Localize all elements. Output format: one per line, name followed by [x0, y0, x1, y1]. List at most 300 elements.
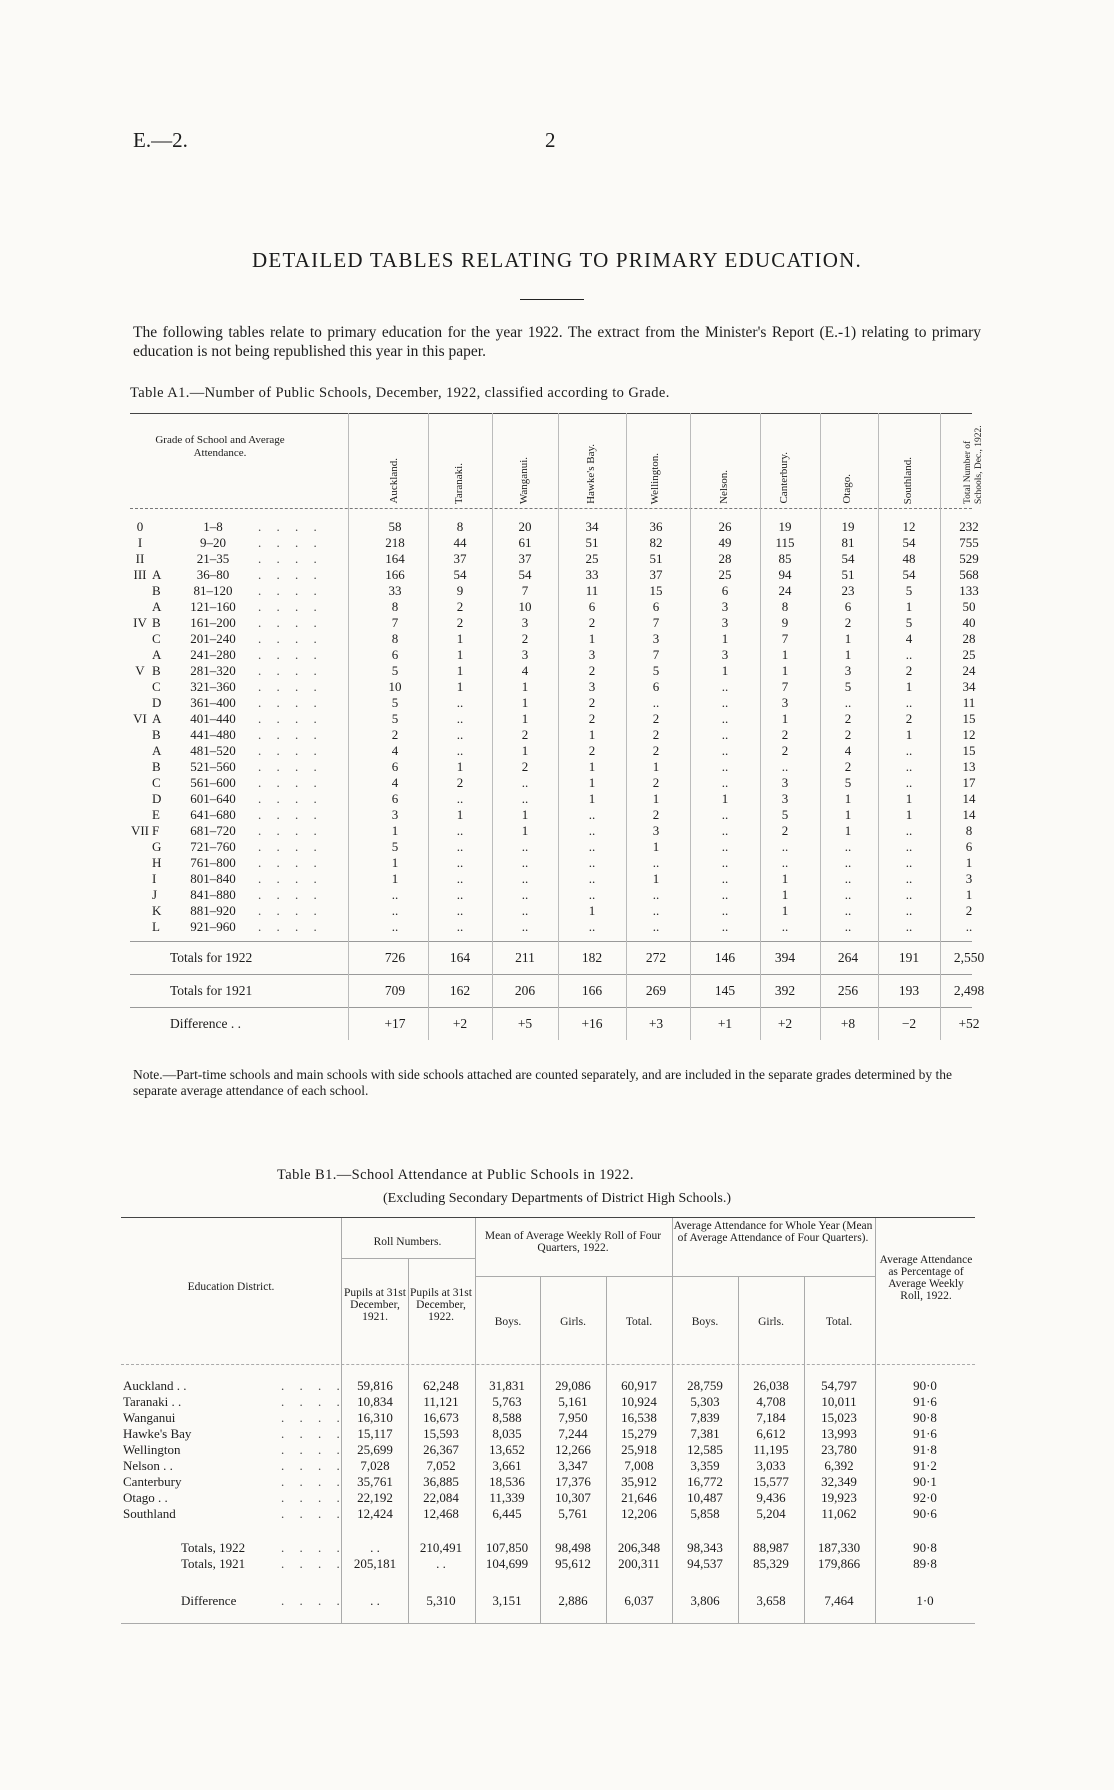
roll-numbers-header: Roll Numbers.	[373, 1236, 442, 1248]
cell-value: 7	[781, 679, 789, 694]
cell-value: ..	[652, 919, 660, 934]
cell-value: 28,759	[687, 1378, 723, 1393]
attendance-range: 601–640	[190, 791, 236, 806]
cell-value: 1	[905, 727, 913, 742]
cell-value: 34	[962, 679, 976, 694]
table-row	[130, 695, 976, 711]
mean-boys-header: Boys.	[494, 1316, 522, 1328]
cell-value: 15	[962, 743, 976, 758]
cell-value: 5	[391, 711, 399, 726]
table-row	[121, 1378, 975, 1394]
cell-value: 3	[652, 631, 660, 646]
table-row	[121, 1458, 975, 1474]
cell-value: 1	[781, 903, 789, 918]
table-a1-summary	[130, 941, 985, 1040]
cell-value: 23	[841, 583, 855, 598]
page-title: DETAILED TABLES RELATING TO PRIMARY EDUCATION.	[252, 248, 862, 272]
cell-value: 28	[962, 631, 976, 646]
subgrade-label: L	[152, 919, 160, 934]
column-rule	[428, 413, 429, 1040]
cell-value: ..	[905, 647, 913, 662]
cell-value: 11,339	[489, 1490, 525, 1505]
table-row	[130, 807, 976, 823]
cell-value: 2	[781, 743, 789, 758]
cell-value: 10	[388, 679, 402, 694]
table-row	[130, 647, 976, 663]
cell-value: 2	[652, 711, 660, 726]
average-attendance-header: Average Attendance for Whole Year (Mean of Average Attendance of Four Quarters).	[673, 1220, 873, 1244]
cell-value: 12,266	[555, 1442, 591, 1457]
table-b1-subcaption: (Excluding Secondary Departments of District High Schools.)	[383, 1191, 731, 1206]
cell-value: 4,708	[756, 1394, 786, 1409]
cell-value: 8	[391, 631, 399, 646]
cell-value: 2	[652, 743, 660, 758]
cell-value: 2	[588, 711, 596, 726]
cell-value: 51	[841, 567, 855, 582]
summary-value: 162	[449, 983, 471, 998]
subgrade-label: D	[152, 791, 162, 806]
leader-dots: . . . .	[281, 1556, 346, 1571]
cell-value: 29,086	[555, 1378, 591, 1393]
cell-value: ..	[456, 711, 464, 726]
column-header-4: Wellington.	[649, 452, 661, 504]
table-row	[130, 599, 976, 615]
cell-value: 2	[588, 663, 596, 678]
cell-value: 1	[588, 631, 596, 646]
summary-value: +5	[517, 1016, 533, 1031]
summary-value: 2,498	[953, 983, 985, 998]
attendance-range: 361–400	[190, 695, 236, 710]
leader-dots: . . . .	[258, 855, 323, 870]
cell-value: ..	[456, 903, 464, 918]
cell-value: 90·8	[913, 1540, 937, 1555]
cell-value: 3	[781, 695, 789, 710]
attendance-range: 401–440	[190, 711, 236, 726]
cell-value: 7,839	[690, 1410, 720, 1425]
table-row	[130, 727, 976, 743]
cell-value: 37	[453, 551, 467, 566]
cell-value: 10,487	[687, 1490, 723, 1505]
table-a1-body	[130, 519, 979, 935]
table-row	[130, 679, 976, 695]
cell-value: 85,329	[753, 1556, 789, 1571]
cell-value: 4	[905, 631, 913, 646]
cell-value: 7,244	[558, 1426, 588, 1441]
cell-value: 3,151	[492, 1593, 522, 1608]
summary-value: 146	[714, 950, 736, 965]
cell-value: ..	[721, 839, 729, 854]
table-row	[121, 1506, 975, 1522]
cell-value: 88,987	[753, 1540, 789, 1555]
cell-value: 6	[652, 599, 660, 614]
cell-value: 232	[959, 519, 979, 534]
cell-value: 1	[781, 871, 789, 886]
cell-value: 59,816	[357, 1378, 393, 1393]
table-row	[121, 1426, 975, 1442]
table-row	[121, 1490, 975, 1506]
leader-dots: . . . .	[258, 903, 323, 918]
cell-value: ..	[905, 695, 913, 710]
cell-value: 1	[905, 807, 913, 822]
cell-value: 1	[521, 679, 529, 694]
cell-value: 1	[588, 759, 596, 774]
cell-value: 1	[391, 823, 399, 838]
cell-value: ..	[721, 727, 729, 742]
cell-value: ..	[456, 839, 464, 854]
cell-value: 3,033	[756, 1458, 786, 1473]
cell-value: 7	[781, 631, 789, 646]
cell-value: 6,612	[756, 1426, 786, 1441]
table-row	[121, 1394, 975, 1410]
cell-value: 2	[781, 727, 789, 742]
leader-dots: . . . .	[258, 615, 323, 630]
district-name: Southland	[123, 1506, 176, 1521]
subgrade-label: J	[152, 887, 158, 902]
cell-value: ..	[456, 727, 464, 742]
leader-dots: . . . .	[281, 1506, 346, 1521]
cell-value: 10,307	[555, 1490, 591, 1505]
grade-label: VII	[130, 823, 150, 838]
cell-value: ..	[965, 919, 973, 934]
leader-dots: . . . .	[258, 823, 323, 838]
leader-dots: . . . .	[258, 647, 323, 662]
cell-value: ..	[721, 919, 729, 934]
cell-value: 5	[844, 679, 852, 694]
leader-dots: . . . .	[258, 711, 323, 726]
summary-label: Totals for 1921	[170, 983, 253, 998]
cell-value: 1	[391, 871, 399, 886]
summary-value: 145	[714, 983, 736, 998]
cell-value: ..	[844, 695, 852, 710]
grade-label: II	[135, 551, 145, 566]
totals-row	[121, 1540, 975, 1556]
cell-value: 3,806	[690, 1593, 720, 1608]
column-rule	[878, 413, 879, 1040]
cell-value: 5,761	[558, 1506, 588, 1521]
cell-value: 5,858	[690, 1506, 720, 1521]
cell-value: 90·8	[913, 1410, 937, 1425]
roll-1921-header: Pupils at 31st December, 1921.	[344, 1287, 406, 1323]
cell-value: 54	[518, 567, 532, 582]
cell-value: ..	[652, 855, 660, 870]
cell-value: 2	[588, 615, 596, 630]
cell-value: ..	[456, 743, 464, 758]
subgrade-label: G	[152, 839, 162, 854]
cell-value: 1	[521, 711, 529, 726]
cell-value: 2	[844, 727, 852, 742]
cell-value: 24	[962, 663, 976, 678]
summary-value: +8	[840, 1016, 856, 1031]
cell-value: 49	[718, 535, 732, 550]
cell-value: 3	[721, 599, 729, 614]
cell-value: 91·8	[913, 1442, 937, 1457]
district-name: Difference	[181, 1593, 237, 1608]
leader-dots: . . . .	[258, 583, 323, 598]
cell-value: 11,062	[821, 1506, 857, 1521]
document-code: E.—2.	[133, 128, 188, 152]
cell-value: 18,536	[489, 1474, 525, 1489]
cell-value: 6	[391, 759, 399, 774]
cell-value: 58	[388, 519, 402, 534]
cell-value: 15	[649, 583, 663, 598]
attendance-range: 121–160	[190, 599, 236, 614]
summary-value: 206	[514, 983, 536, 998]
cell-value: 2	[781, 823, 789, 838]
page-number: 2	[545, 128, 556, 152]
column-header-8: Southland.	[902, 456, 914, 504]
cell-value: ..	[844, 887, 852, 902]
cell-value: 5	[905, 583, 913, 598]
cell-value: 1	[844, 631, 852, 646]
cell-value: 8	[391, 599, 399, 614]
cell-value: ..	[588, 919, 596, 934]
cell-value: 25	[962, 647, 976, 662]
attendance-range: 36–80	[196, 567, 230, 582]
cell-value: 7,008	[624, 1458, 654, 1473]
cell-value: 6,445	[492, 1506, 522, 1521]
summary-value: +3	[648, 1016, 664, 1031]
cell-value: 35,912	[621, 1474, 657, 1489]
attendance-range: 801–840	[190, 871, 236, 886]
leader-dots: . . . .	[258, 871, 323, 886]
cell-value: 32,349	[821, 1474, 857, 1489]
grade-label: IV	[133, 615, 147, 630]
cell-value: 2	[844, 615, 852, 630]
cell-value: 17,376	[555, 1474, 591, 1489]
cell-value: 25,699	[357, 1442, 393, 1457]
table-row	[130, 871, 972, 887]
cell-value: 15	[962, 711, 976, 726]
cell-value: 54	[841, 551, 855, 566]
cell-value: ..	[588, 871, 596, 886]
cell-value: . .	[370, 1540, 380, 1555]
cell-value: 1	[456, 679, 464, 694]
cell-value: 5	[391, 663, 399, 678]
subgrade-label: E	[152, 807, 160, 822]
cell-value: ..	[781, 855, 789, 870]
cell-value: ..	[721, 743, 729, 758]
cell-value: 51	[585, 535, 599, 550]
cell-value: 5	[391, 839, 399, 854]
cell-value: 7	[652, 647, 660, 662]
cell-value: 2	[844, 711, 852, 726]
cell-value: ..	[721, 679, 729, 694]
cell-value: 26	[718, 519, 732, 534]
cell-value: 94	[778, 567, 792, 582]
summary-value: 166	[581, 983, 603, 998]
attendance-range: 881–920	[190, 903, 236, 918]
cell-value: 26,367	[423, 1442, 459, 1457]
attendance-range: 921–960	[190, 919, 236, 934]
cell-value: 115	[775, 535, 795, 550]
cell-value: 10,834	[357, 1394, 393, 1409]
district-column-header: Education District.	[187, 1281, 275, 1293]
cell-value: 90·1	[913, 1474, 937, 1489]
leader-dots: . . . .	[258, 791, 323, 806]
cell-value: 1	[905, 679, 913, 694]
cell-value: 8	[781, 599, 789, 614]
cell-value: . .	[436, 1556, 446, 1571]
attendance-range: 241–280	[190, 647, 236, 662]
leader-dots: . . . .	[258, 695, 323, 710]
grade-label: V	[135, 663, 145, 678]
cell-value: ..	[521, 855, 529, 870]
cell-value: 6	[652, 679, 660, 694]
summary-value: 392	[774, 983, 796, 998]
cell-value: 1·0	[916, 1593, 934, 1608]
cell-value: 2	[905, 663, 913, 678]
cell-value: ..	[391, 903, 399, 918]
cell-value: 14	[962, 791, 976, 806]
table-row	[130, 567, 979, 583]
attendance-range: 281–320	[190, 663, 236, 678]
cell-value: 218	[385, 535, 405, 550]
subgrade-label: B	[152, 759, 161, 774]
cell-value: 33	[585, 567, 599, 582]
cell-value: 1	[652, 839, 660, 854]
subgrade-label: H	[152, 855, 162, 870]
subgrade-label: B	[152, 663, 161, 678]
summary-row	[130, 941, 985, 974]
attendance-range: 21–35	[196, 551, 230, 566]
leader-dots: . . . .	[258, 631, 323, 646]
summary-value: +2	[452, 1016, 468, 1031]
cell-value: 1	[391, 855, 399, 870]
summary-value: 193	[898, 983, 920, 998]
cell-value: 21,646	[621, 1490, 657, 1505]
cell-value: ..	[844, 903, 852, 918]
cell-value: 61	[518, 535, 532, 550]
summary-label: Totals for 1922	[170, 950, 253, 965]
cell-value: ..	[588, 823, 596, 838]
cell-value: 26,038	[753, 1378, 789, 1393]
cell-value: 1	[521, 807, 529, 822]
leader-dots: . . . .	[281, 1540, 346, 1555]
leader-dots: . . . .	[258, 599, 323, 614]
subgrade-label: B	[152, 727, 161, 742]
cell-value: 6,037	[624, 1593, 654, 1608]
roll-1922-header: Pupils at 31st December, 1922.	[410, 1287, 472, 1323]
cell-value: 9	[456, 583, 464, 598]
cell-value: 1	[652, 871, 660, 886]
cell-value: 5	[781, 807, 789, 822]
attendance-range: 641–680	[190, 807, 236, 822]
leader-dots: . . . .	[258, 743, 323, 758]
cell-value: ..	[721, 823, 729, 838]
district-name: Wellington	[123, 1442, 181, 1457]
summary-value: +16	[581, 1016, 603, 1031]
cell-value: ..	[456, 887, 464, 902]
cell-value: 25	[585, 551, 599, 566]
table-row	[130, 823, 972, 839]
attendance-range: 321–360	[190, 679, 236, 694]
cell-value: 3	[391, 807, 399, 822]
cell-value: 3,658	[756, 1593, 786, 1608]
summary-value: 182	[581, 950, 603, 965]
cell-value: 90·0	[913, 1378, 937, 1393]
cell-value: 12,585	[687, 1442, 723, 1457]
column-header-2: Wanganui.	[518, 456, 530, 504]
cell-value: 2	[391, 727, 399, 742]
cell-value: 1	[781, 647, 789, 662]
subgrade-label: A	[152, 567, 162, 582]
cell-value: 1	[721, 631, 729, 646]
column-rule	[558, 413, 559, 1040]
cell-value: 104,699	[485, 1556, 529, 1571]
cell-value: ..	[588, 887, 596, 902]
leader-dots: . . . .	[258, 567, 323, 582]
cell-value: 6	[844, 599, 852, 614]
attendance-range: 81–120	[193, 583, 233, 598]
cell-value: 2	[844, 759, 852, 774]
leader-dots: . . . .	[258, 663, 323, 678]
cell-value: 92·0	[913, 1490, 937, 1505]
district-name: Wanganui	[123, 1410, 176, 1425]
cell-value: 54	[902, 567, 916, 582]
cell-value: 179,866	[817, 1556, 861, 1571]
subgrade-label: C	[152, 775, 161, 790]
leader-dots: . . . .	[258, 519, 323, 534]
cell-value: 31,831	[489, 1378, 525, 1393]
subgrade-label: K	[152, 903, 162, 918]
totals-row	[121, 1556, 975, 1572]
cell-value: 2	[652, 775, 660, 790]
cell-value: 1	[588, 903, 596, 918]
cell-value: 44	[453, 535, 467, 550]
cell-value: 15,593	[423, 1426, 459, 1441]
cell-value: 2	[652, 807, 660, 822]
cell-value: 13,652	[489, 1442, 525, 1457]
cell-value: 1	[588, 727, 596, 742]
cell-value: 5,161	[558, 1394, 588, 1409]
cell-value: 1	[456, 807, 464, 822]
subgrade-label: A	[152, 711, 162, 726]
cell-value: 7	[391, 615, 399, 630]
cell-value: 20	[518, 519, 532, 534]
cell-value: 54,797	[821, 1378, 857, 1393]
cell-value: 2	[905, 711, 913, 726]
table-row	[130, 743, 976, 759]
cell-value: 13,993	[821, 1426, 857, 1441]
summary-value: 211	[515, 950, 535, 965]
difference-row	[121, 1593, 975, 1609]
cell-value: ..	[456, 823, 464, 838]
attendance-range: 161–200	[190, 615, 236, 630]
cell-value: ..	[456, 919, 464, 934]
cell-value: 11,121	[423, 1394, 459, 1409]
attendance-range: 721–760	[190, 839, 236, 854]
cell-value: 54	[902, 535, 916, 550]
cell-value: 51	[649, 551, 663, 566]
cell-value: ..	[391, 919, 399, 934]
cell-value: ..	[588, 807, 596, 822]
cell-value: 12,468	[423, 1506, 459, 1521]
leader-dots: . . . .	[281, 1490, 346, 1505]
cell-value: 40	[962, 615, 976, 630]
cell-value: 2	[456, 615, 464, 630]
column-header-5: Nelson.	[718, 470, 730, 504]
cell-value: 16,772	[687, 1474, 723, 1489]
cell-value: 8,588	[492, 1410, 522, 1425]
cell-value: 19	[841, 519, 855, 534]
cell-value: 7,184	[756, 1410, 786, 1425]
cell-value: 98,498	[555, 1540, 591, 1555]
cell-value: 1	[456, 631, 464, 646]
leader-dots: . . . .	[281, 1458, 346, 1473]
cell-value: 36	[649, 519, 663, 534]
attendance-total-header: Total.	[825, 1316, 853, 1328]
table-row	[130, 839, 972, 855]
